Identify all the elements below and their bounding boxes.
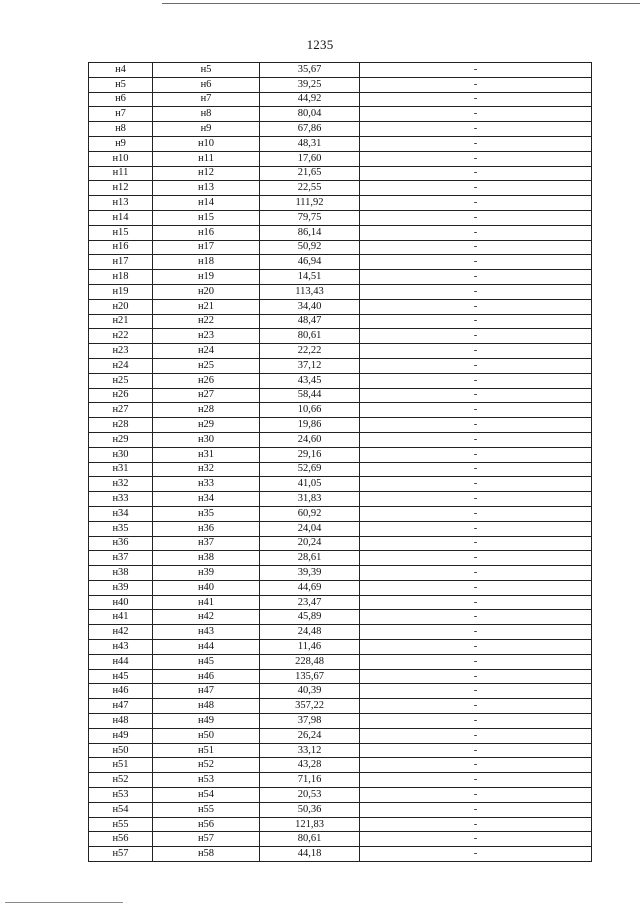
from-point-cell: н21 [89, 314, 153, 329]
table-row [89, 477, 592, 492]
from-point-cell: н34 [89, 506, 153, 521]
distance-cell: 41,05 [260, 477, 360, 492]
from-point-cell: н11 [89, 166, 153, 181]
table-row [89, 521, 592, 536]
from-point-cell: н15 [89, 225, 153, 240]
note-cell: - [360, 403, 592, 418]
from-point-cell: н30 [89, 447, 153, 462]
distance-cell: 39,39 [260, 566, 360, 581]
to-point-cell: н5 [153, 63, 260, 78]
note-cell: - [360, 832, 592, 847]
table-row [89, 788, 592, 803]
note-cell: - [360, 684, 592, 699]
to-point-cell: н42 [153, 610, 260, 625]
distance-cell: 39,25 [260, 77, 360, 92]
to-point-cell: н46 [153, 669, 260, 684]
to-point-cell: н6 [153, 77, 260, 92]
from-point-cell: н45 [89, 669, 153, 684]
to-point-cell: н50 [153, 728, 260, 743]
to-point-cell: н57 [153, 832, 260, 847]
distance-cell: 46,94 [260, 255, 360, 270]
distance-cell: 121,83 [260, 817, 360, 832]
from-point-cell: н40 [89, 595, 153, 610]
from-point-cell: н5 [89, 77, 153, 92]
table-row [89, 714, 592, 729]
note-cell: - [360, 181, 592, 196]
note-cell: - [360, 817, 592, 832]
note-cell: - [360, 625, 592, 640]
from-point-cell: н29 [89, 432, 153, 447]
note-cell: - [360, 847, 592, 862]
distance-cell: 80,61 [260, 329, 360, 344]
to-point-cell: н25 [153, 358, 260, 373]
distance-cell: 44,92 [260, 92, 360, 107]
distance-cell: 19,86 [260, 418, 360, 433]
from-point-cell: н25 [89, 373, 153, 388]
distance-cell: 43,28 [260, 758, 360, 773]
table-row [89, 418, 592, 433]
note-cell: - [360, 802, 592, 817]
from-point-cell: н51 [89, 758, 153, 773]
table-row [89, 536, 592, 551]
from-point-cell: н39 [89, 580, 153, 595]
table-row [89, 225, 592, 240]
table-row [89, 373, 592, 388]
to-point-cell: н32 [153, 462, 260, 477]
note-cell: - [360, 314, 592, 329]
note-cell: - [360, 758, 592, 773]
table-row [89, 344, 592, 359]
from-point-cell: н26 [89, 388, 153, 403]
to-point-cell: н23 [153, 329, 260, 344]
note-cell: - [360, 344, 592, 359]
from-point-cell: н33 [89, 492, 153, 507]
to-point-cell: н29 [153, 418, 260, 433]
bottom-rule [5, 902, 123, 903]
to-point-cell: н12 [153, 166, 260, 181]
table-row [89, 432, 592, 447]
distance-cell: 80,04 [260, 107, 360, 122]
from-point-cell: н23 [89, 344, 153, 359]
to-point-cell: н37 [153, 536, 260, 551]
distance-cell: 21,65 [260, 166, 360, 181]
table-row [89, 210, 592, 225]
from-point-cell: н28 [89, 418, 153, 433]
to-point-cell: н22 [153, 314, 260, 329]
from-point-cell: н13 [89, 196, 153, 211]
table-row [89, 595, 592, 610]
to-point-cell: н17 [153, 240, 260, 255]
note-cell: - [360, 255, 592, 270]
from-point-cell: н52 [89, 773, 153, 788]
table-row [89, 817, 592, 832]
table-row [89, 773, 592, 788]
to-point-cell: н47 [153, 684, 260, 699]
note-cell: - [360, 373, 592, 388]
table-row [89, 181, 592, 196]
table-row [89, 551, 592, 566]
distance-cell: 67,86 [260, 122, 360, 137]
note-cell: - [360, 462, 592, 477]
note-cell: - [360, 788, 592, 803]
table-row [89, 684, 592, 699]
distance-cell: 86,14 [260, 225, 360, 240]
to-point-cell: н43 [153, 625, 260, 640]
table-row [89, 492, 592, 507]
table-row [89, 240, 592, 255]
from-point-cell: н6 [89, 92, 153, 107]
table-row [89, 107, 592, 122]
from-point-cell: н56 [89, 832, 153, 847]
table-row [89, 388, 592, 403]
distance-cell: 58,44 [260, 388, 360, 403]
from-point-cell: н47 [89, 699, 153, 714]
table-row [89, 92, 592, 107]
from-point-cell: н19 [89, 284, 153, 299]
to-point-cell: н13 [153, 181, 260, 196]
table-row [89, 196, 592, 211]
note-cell: - [360, 270, 592, 285]
distance-cell: 113,43 [260, 284, 360, 299]
from-point-cell: н50 [89, 743, 153, 758]
distance-cell: 43,45 [260, 373, 360, 388]
from-point-cell: н37 [89, 551, 153, 566]
to-point-cell: н56 [153, 817, 260, 832]
distance-cell: 26,24 [260, 728, 360, 743]
to-point-cell: н33 [153, 477, 260, 492]
to-point-cell: н27 [153, 388, 260, 403]
distance-cell: 80,61 [260, 832, 360, 847]
to-point-cell: н21 [153, 299, 260, 314]
table-row [89, 403, 592, 418]
note-cell: - [360, 107, 592, 122]
to-point-cell: н18 [153, 255, 260, 270]
page-number: 1235 [306, 37, 334, 52]
table-row [89, 669, 592, 684]
to-point-cell: н10 [153, 136, 260, 151]
from-point-cell: н14 [89, 210, 153, 225]
from-point-cell: н4 [89, 63, 153, 78]
from-point-cell: н41 [89, 610, 153, 625]
table-row [89, 166, 592, 181]
to-point-cell: н26 [153, 373, 260, 388]
note-cell: - [360, 432, 592, 447]
note-cell: - [360, 640, 592, 655]
note-cell: - [360, 166, 592, 181]
distance-cell: 20,24 [260, 536, 360, 551]
from-point-cell: н57 [89, 847, 153, 862]
from-point-cell: н10 [89, 151, 153, 166]
note-cell: - [360, 477, 592, 492]
table-row [89, 63, 592, 78]
to-point-cell: н54 [153, 788, 260, 803]
note-cell: - [360, 566, 592, 581]
to-point-cell: н44 [153, 640, 260, 655]
from-point-cell: н55 [89, 817, 153, 832]
table-row [89, 314, 592, 329]
to-point-cell: н28 [153, 403, 260, 418]
to-point-cell: н41 [153, 595, 260, 610]
note-cell: - [360, 63, 592, 78]
table-row [89, 506, 592, 521]
note-cell: - [360, 122, 592, 137]
note-cell: - [360, 580, 592, 595]
table-row [89, 728, 592, 743]
from-point-cell: н17 [89, 255, 153, 270]
from-point-cell: н38 [89, 566, 153, 581]
distance-cell: 45,89 [260, 610, 360, 625]
from-point-cell: н20 [89, 299, 153, 314]
table-row [89, 329, 592, 344]
from-point-cell: н12 [89, 181, 153, 196]
note-cell: - [360, 418, 592, 433]
table-row [89, 270, 592, 285]
note-cell: - [360, 151, 592, 166]
table-row [89, 136, 592, 151]
distance-cell: 37,98 [260, 714, 360, 729]
to-point-cell: н39 [153, 566, 260, 581]
distance-cell: 71,16 [260, 773, 360, 788]
to-point-cell: н11 [153, 151, 260, 166]
distance-cell: 357,22 [260, 699, 360, 714]
distance-cell: 44,18 [260, 847, 360, 862]
to-point-cell: н16 [153, 225, 260, 240]
table-row [89, 625, 592, 640]
distance-cell: 79,75 [260, 210, 360, 225]
from-point-cell: н54 [89, 802, 153, 817]
distance-cell: 14,51 [260, 270, 360, 285]
to-point-cell: н49 [153, 714, 260, 729]
distance-cell: 228,48 [260, 654, 360, 669]
to-point-cell: н45 [153, 654, 260, 669]
to-point-cell: н14 [153, 196, 260, 211]
note-cell: - [360, 521, 592, 536]
note-cell: - [360, 536, 592, 551]
note-cell: - [360, 196, 592, 211]
table-row [89, 832, 592, 847]
from-point-cell: н27 [89, 403, 153, 418]
note-cell: - [360, 240, 592, 255]
note-cell: - [360, 492, 592, 507]
table-row [89, 610, 592, 625]
table-row [89, 358, 592, 373]
from-point-cell: н7 [89, 107, 153, 122]
to-point-cell: н40 [153, 580, 260, 595]
to-point-cell: н34 [153, 492, 260, 507]
distance-cell: 22,22 [260, 344, 360, 359]
to-point-cell: н36 [153, 521, 260, 536]
distance-cell: 40,39 [260, 684, 360, 699]
distance-cell: 50,92 [260, 240, 360, 255]
from-point-cell: н8 [89, 122, 153, 137]
to-point-cell: н15 [153, 210, 260, 225]
to-point-cell: н9 [153, 122, 260, 137]
from-point-cell: н44 [89, 654, 153, 669]
note-cell: - [360, 669, 592, 684]
from-point-cell: н18 [89, 270, 153, 285]
from-point-cell: н35 [89, 521, 153, 536]
to-point-cell: н30 [153, 432, 260, 447]
distance-cell: 111,92 [260, 196, 360, 211]
from-point-cell: н53 [89, 788, 153, 803]
note-cell: - [360, 551, 592, 566]
to-point-cell: н52 [153, 758, 260, 773]
note-cell: - [360, 284, 592, 299]
to-point-cell: н19 [153, 270, 260, 285]
table-row [89, 743, 592, 758]
table-body [89, 63, 592, 862]
distance-cell: 48,31 [260, 136, 360, 151]
table-row [89, 699, 592, 714]
from-point-cell: н46 [89, 684, 153, 699]
from-point-cell: н42 [89, 625, 153, 640]
table-row [89, 847, 592, 862]
distance-cell: 24,04 [260, 521, 360, 536]
from-point-cell: н16 [89, 240, 153, 255]
distance-cell: 23,47 [260, 595, 360, 610]
note-cell: - [360, 610, 592, 625]
top-rule [162, 3, 640, 4]
note-cell: - [360, 210, 592, 225]
note-cell: - [360, 595, 592, 610]
table-row [89, 447, 592, 462]
table-row [89, 654, 592, 669]
to-point-cell: н38 [153, 551, 260, 566]
to-point-cell: н51 [153, 743, 260, 758]
distance-cell: 34,40 [260, 299, 360, 314]
to-point-cell: н24 [153, 344, 260, 359]
distance-cell: 35,67 [260, 63, 360, 78]
note-cell: - [360, 77, 592, 92]
distance-cell: 52,69 [260, 462, 360, 477]
from-point-cell: н24 [89, 358, 153, 373]
note-cell: - [360, 654, 592, 669]
note-cell: - [360, 447, 592, 462]
distance-cell: 31,83 [260, 492, 360, 507]
from-point-cell: н36 [89, 536, 153, 551]
distances-table [88, 62, 592, 862]
note-cell: - [360, 714, 592, 729]
from-point-cell: н48 [89, 714, 153, 729]
to-point-cell: н20 [153, 284, 260, 299]
to-point-cell: н35 [153, 506, 260, 521]
distance-cell: 20,53 [260, 788, 360, 803]
table-row [89, 802, 592, 817]
distance-cell: 10,66 [260, 403, 360, 418]
from-point-cell: н22 [89, 329, 153, 344]
note-cell: - [360, 743, 592, 758]
distance-cell: 28,61 [260, 551, 360, 566]
from-point-cell: н32 [89, 477, 153, 492]
to-point-cell: н53 [153, 773, 260, 788]
note-cell: - [360, 299, 592, 314]
note-cell: - [360, 506, 592, 521]
to-point-cell: н48 [153, 699, 260, 714]
table-row [89, 758, 592, 773]
table-row [89, 462, 592, 477]
distance-cell: 44,69 [260, 580, 360, 595]
distance-cell: 60,92 [260, 506, 360, 521]
note-cell: - [360, 388, 592, 403]
note-cell: - [360, 329, 592, 344]
to-point-cell: н7 [153, 92, 260, 107]
table-row [89, 284, 592, 299]
to-point-cell: н58 [153, 847, 260, 862]
to-point-cell: н8 [153, 107, 260, 122]
note-cell: - [360, 92, 592, 107]
table-row [89, 299, 592, 314]
note-cell: - [360, 699, 592, 714]
from-point-cell: н31 [89, 462, 153, 477]
note-cell: - [360, 136, 592, 151]
table-row [89, 640, 592, 655]
from-point-cell: н49 [89, 728, 153, 743]
note-cell: - [360, 728, 592, 743]
from-point-cell: н43 [89, 640, 153, 655]
distance-cell: 22,55 [260, 181, 360, 196]
to-point-cell: н31 [153, 447, 260, 462]
distance-cell: 135,67 [260, 669, 360, 684]
distance-cell: 29,16 [260, 447, 360, 462]
note-cell: - [360, 773, 592, 788]
note-cell: - [360, 358, 592, 373]
table-row [89, 580, 592, 595]
distance-cell: 17,60 [260, 151, 360, 166]
distance-cell: 24,60 [260, 432, 360, 447]
distance-cell: 48,47 [260, 314, 360, 329]
distance-cell: 37,12 [260, 358, 360, 373]
from-point-cell: н9 [89, 136, 153, 151]
distance-cell: 24,48 [260, 625, 360, 640]
table-row [89, 255, 592, 270]
distance-cell: 33,12 [260, 743, 360, 758]
table-row [89, 122, 592, 137]
to-point-cell: н55 [153, 802, 260, 817]
note-cell: - [360, 225, 592, 240]
table-row [89, 77, 592, 92]
distance-cell: 50,36 [260, 802, 360, 817]
table-row [89, 151, 592, 166]
distance-cell: 11,46 [260, 640, 360, 655]
table-row [89, 566, 592, 581]
